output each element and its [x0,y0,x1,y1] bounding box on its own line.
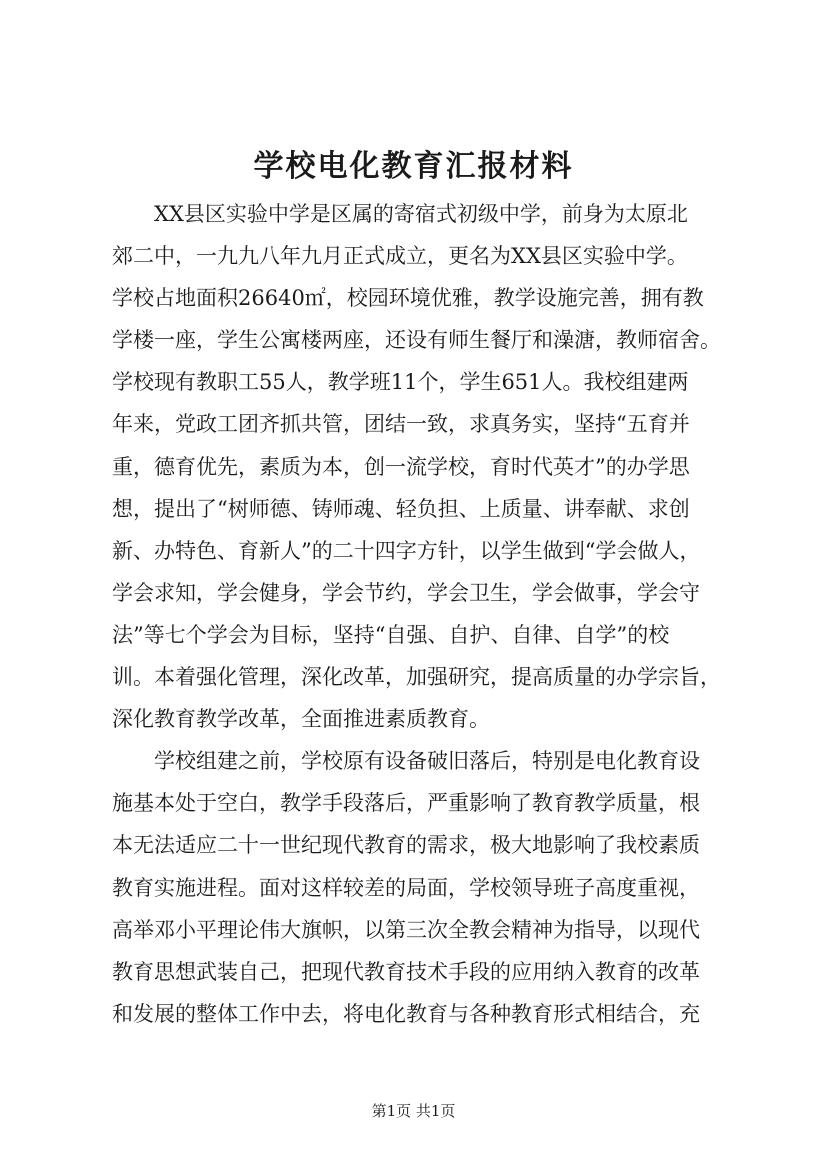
document-title: 学校电化教育汇报材料 [253,149,574,184]
body-line: 新、办特色、育新人”的二十四字方针，以学生做到“学会做人， [112,538,701,563]
body-line: 深化教育教学改革，全面推进素质教育。 [112,707,490,732]
body-line: 想，提出了“树师德、铸师魂、轻负担、上质量、讲奉献、求创 [112,496,690,521]
body-line: 重，德育优先，素质为本，创一流学校，育时代英才”的办学思 [112,454,690,479]
body-line: 高举邓小平理论伟大旗帜，以第三次全教会精神为指导，以现代 [112,917,700,942]
body-line: 训。本着强化管理，深化改革，加强研究，提高质量的办学宗旨， [112,665,721,690]
body-line: 教育实施进程。面对这样较差的局面，学校领导班子高度重视， [112,875,700,900]
body-line: 施基本处于空白，教学手段落后，严重影响了教育教学质量，根 [112,791,700,816]
page-footer: 第1页 共1页 [371,1102,456,1120]
body-line: 学校组建之前，学校原有设备破旧落后，特别是电化教育设 [112,749,700,774]
body-line: XX县区实验中学是区属的寄宿式初级中学，前身为太原北 [112,202,688,226]
body-line: 和发展的整体工作中去，将电化教育与各种教育形式相结合，充 [112,1001,700,1026]
body-line: 学校占地面积26640㎡，校园环境优雅，教学设施完善，拥有教 [112,286,704,311]
body-line: 学楼一座，学生公寓楼两座，还设有师生餐厅和澡溏，教师宿舍。 [112,328,721,353]
body-line: 郊二中，一九九八年九月正式成立，更名为XX县区实验中学。 [112,244,688,269]
body-line: 学会求知，学会健身，学会节约，学会卫生，学会做事，学会守 [112,580,700,605]
body-line: 法”等七个学会为目标，坚持“自强、自护、自律、自学”的校 [112,622,670,647]
body-line: 年来，党政工团齐抓共管，团结一致，求真务实，坚持“五育并 [112,412,690,437]
body-line: 学校现有教职工55人，教学班11个，学生651人。我校组建两 [112,370,689,395]
document-body [112,193,724,1035]
body-line: 本无法适应二十一世纪现代教育的需求，极大地影响了我校素质 [112,833,700,858]
body-line: 教育思想武装自己，把现代教育技术手段的应用纳入教育的改革 [112,959,700,984]
